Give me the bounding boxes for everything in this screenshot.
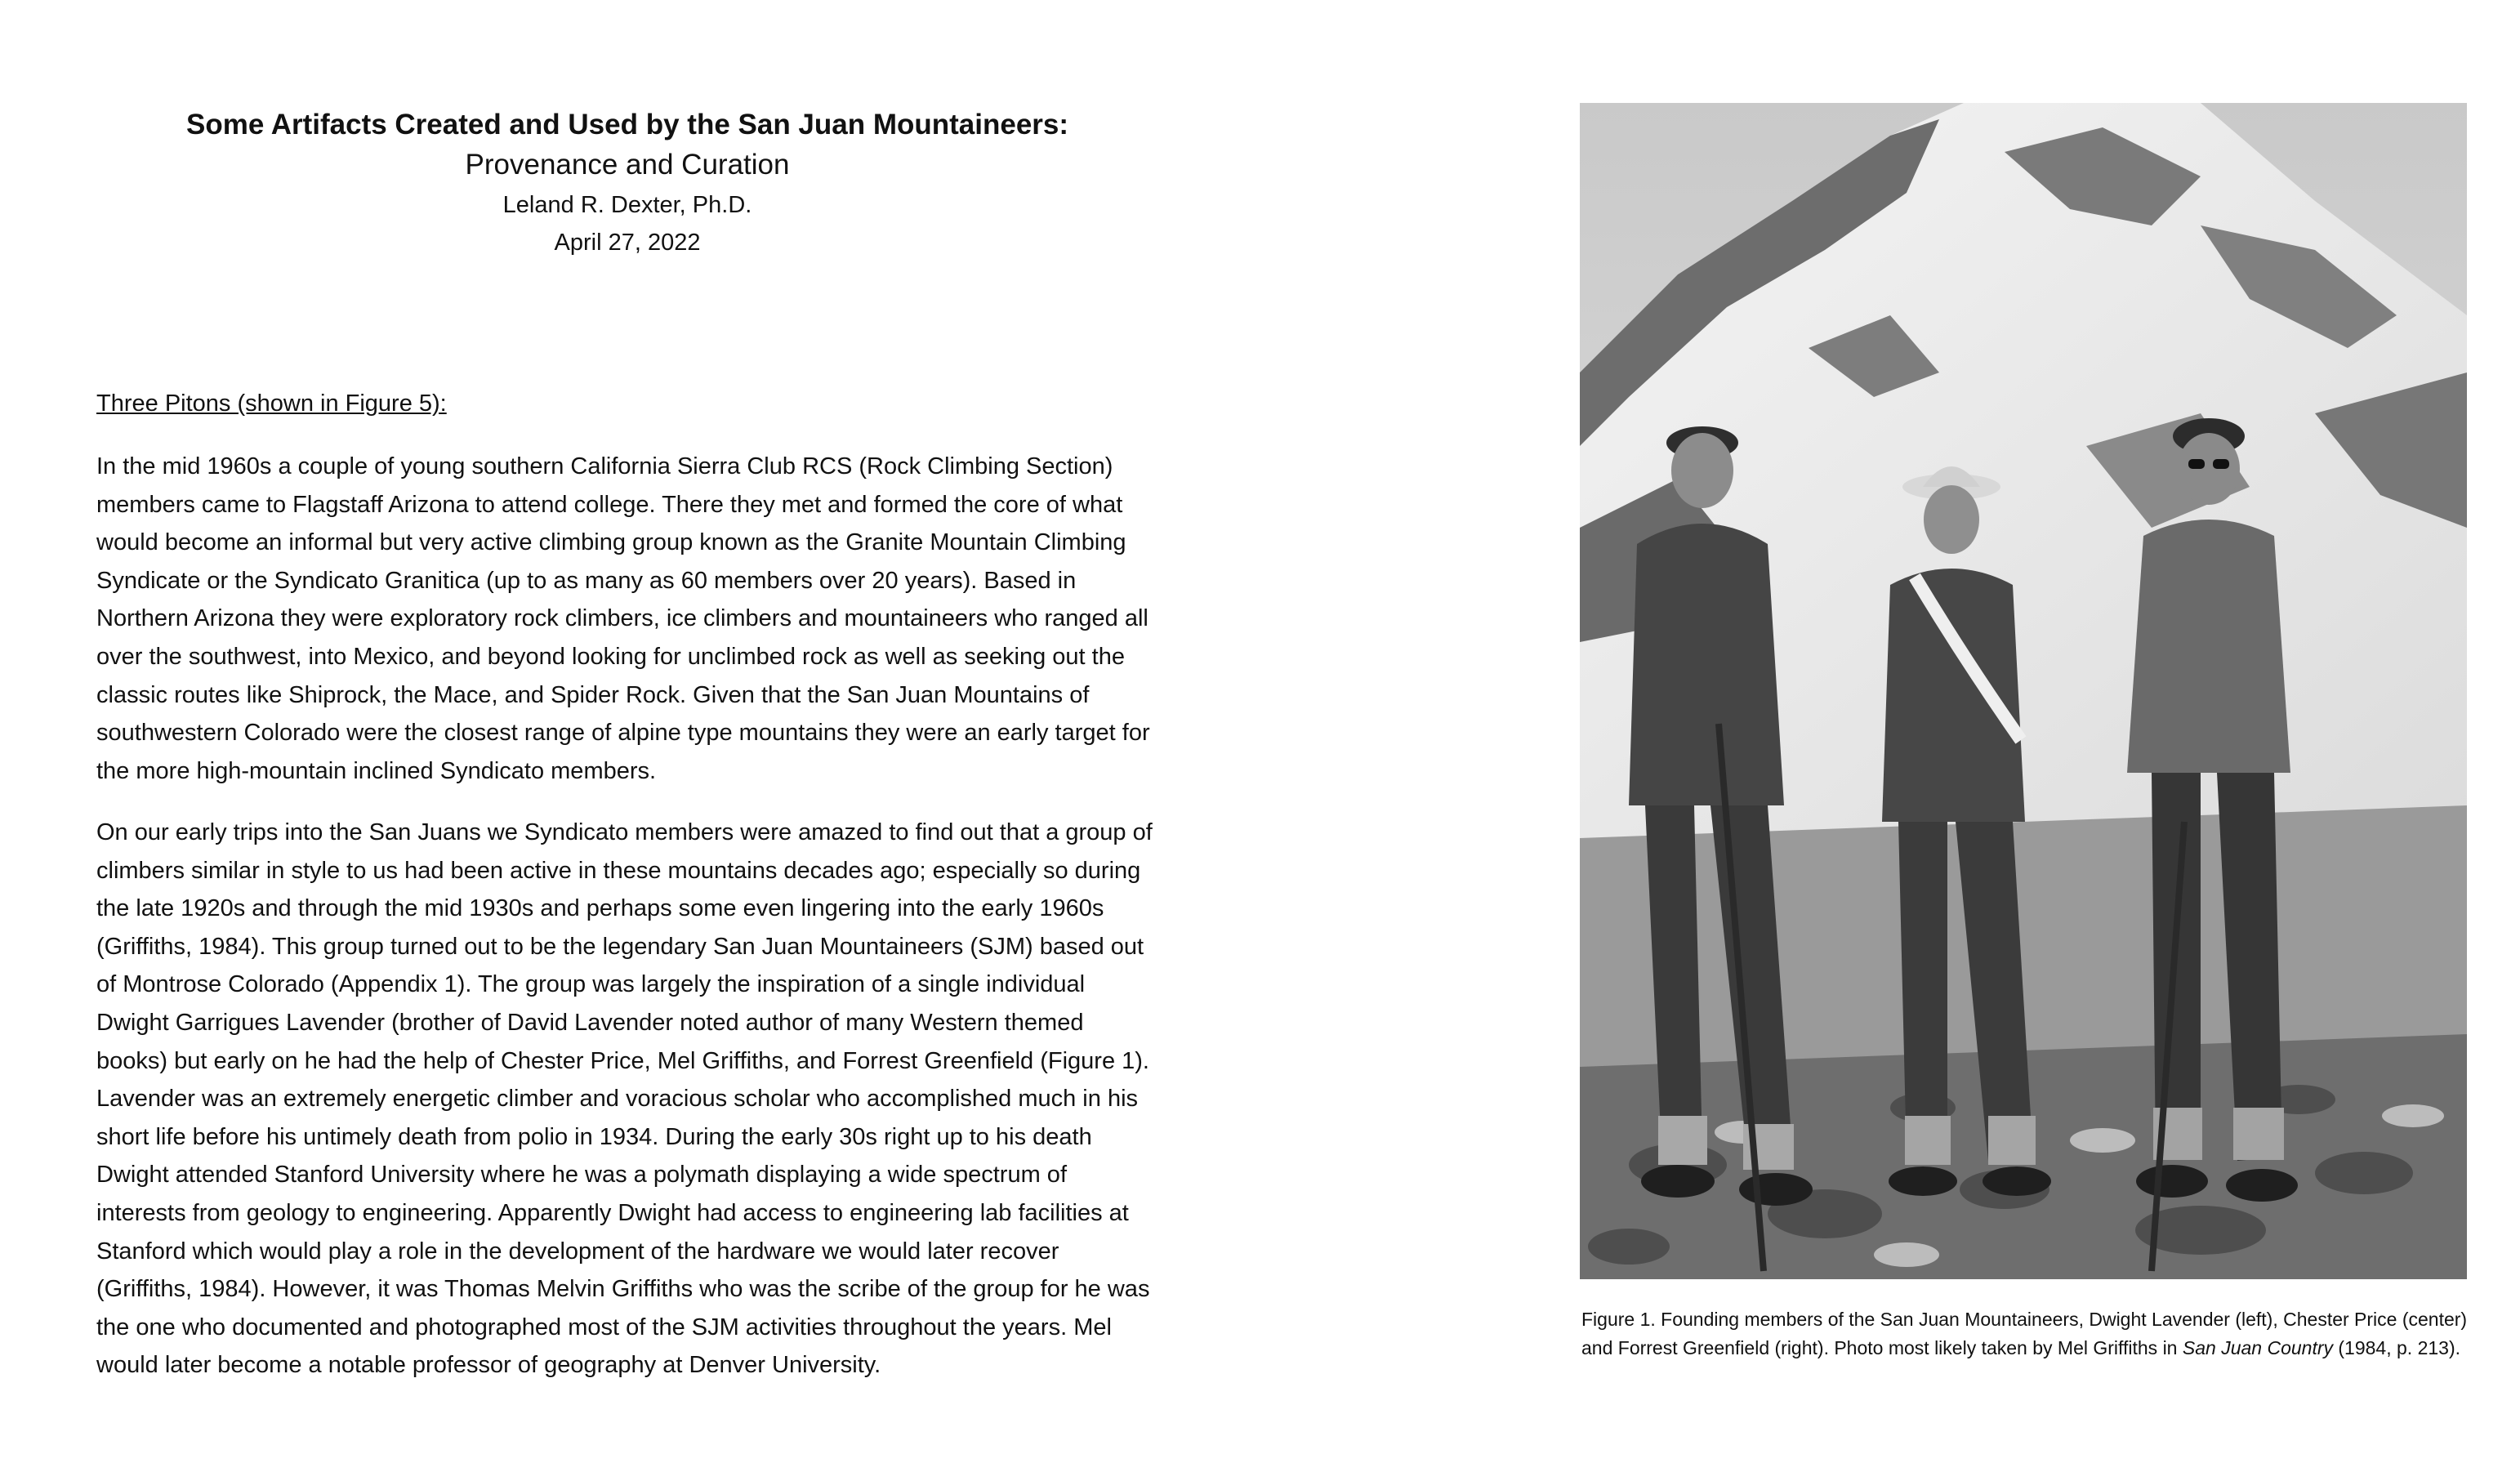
text-column: [96, 98, 1158, 1379]
section-heading: Three Pitons (shown in Figure 5):: [96, 390, 447, 417]
document-subtitle: Provenance and Curation: [465, 149, 790, 181]
body-paragraph: On our early trips into the San Juans we Syndicato members were amazed to find out that a group of climbers similar in style to us had been active in these mountains decades ago; especially so during the late 1920s and through the mid 1930s and perhaps some even lingering into the early 1960s (Griffiths, 1984). This group turned out to be the legendary San Juan Mountaineers (SJM) based out of Montrose Colorado (Appendix 1). The group was largely the inspiration of a single individual Dwight Garrigues Lavender (brother of David Lavender noted author of many Western themed books) but early on he had the help of Chester Price, Mel Griffiths, and Forrest Greenfield (Figure 1). Lavender was an extremely energetic climber and voracious scholar who accomplished much in his short life before his untimely death from polio in 1934. During the early 30s right up to his death Dwight attended Stanford University where he was a polymath displaying a wide spectrum of interests from geology to engineering. Apparently Dwight had access to engineering lab facilities at Stanford which would play a role in the development of the hardware we would later recover (Griffiths, 1984). However, it was Thomas Melvin Griffiths who was the scribe of the group for he was the one who documented and photographed most of the SJM activities throughout the years. Mel would later become a notable professor of geography at Denver University.: [96, 819, 1153, 1379]
caption-citation: (1984, p. 213).: [2333, 1337, 2460, 1358]
document-date: April 27, 2022: [554, 230, 701, 256]
title-block: [96, 106, 1158, 261]
document-title: Some Artifacts Created and Used by the San Juan Mountaineers:: [185, 109, 1069, 141]
body-paragraph: In the mid 1960s a couple of young southern California Sierra Club RCS (Rock Climbing Section) members came to Flagstaff Arizona to attend college. There they met and formed the core of what would become an informal but very active climbing group known as the Granite Mountain Climbing Syndicate or the Syndicato Granitica (up to as many as 60 members over 20 years). Based in Northern Arizona they were exploratory rock climbers, ice climbers and mountaineers who ranged all over the southwest, into Mexico, and beyond looking for unclimbed rock as well as seeking out the classic routes like Shiprock, the Mace, and Spider Rock. Given that the San Juan Mountains of southwestern Colorado were the closest range of alpine type mountains they were an early target for the more high-mountain inclined Syndicato members.: [96, 453, 1150, 784]
document-author: Leland R. Dexter, Ph.D.: [502, 192, 752, 218]
caption-book-title: San Juan Country: [2182, 1337, 2333, 1358]
climbers-photo-illustration: [1580, 103, 2467, 1279]
caption-text: Figure 1. Founding members of the San Juan Mountaineers, Dwight Lavender (left), Chester Price (center) and Forrest Greenfield (right). Photo most likely taken by Mel Griffiths in: [1581, 1309, 2468, 1358]
figure-photo: [1580, 103, 2467, 1279]
figure-caption: [1581, 1305, 2472, 1363]
